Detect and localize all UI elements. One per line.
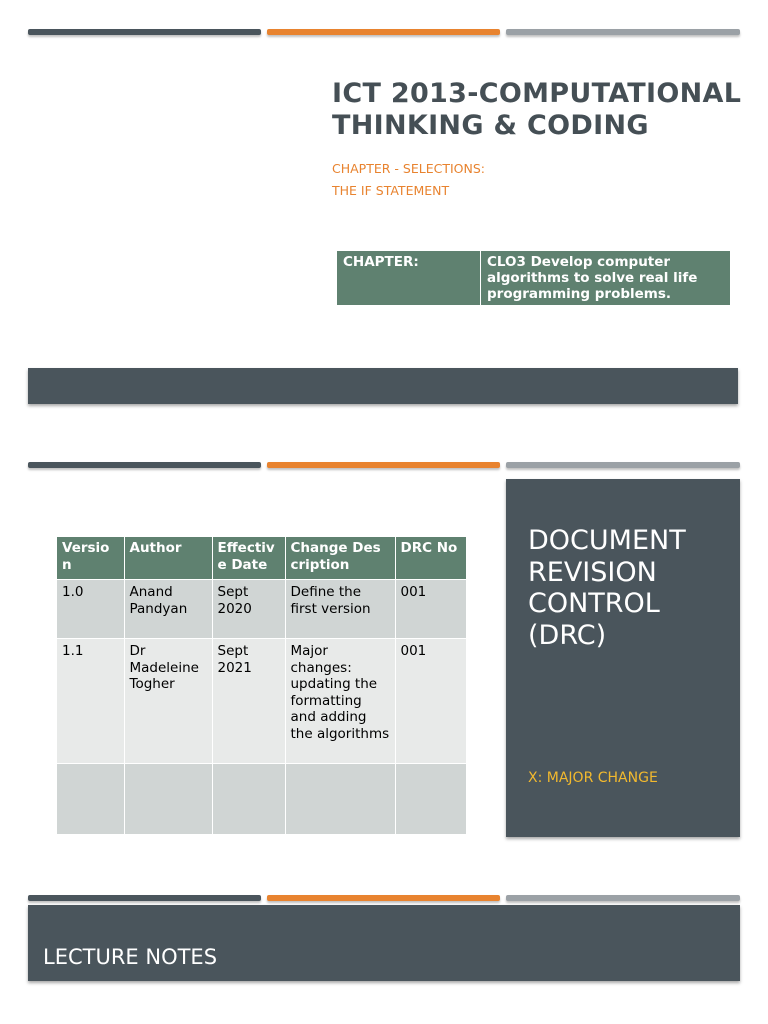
drc-change-note: X: MAJOR CHANGE: [528, 770, 658, 786]
lecture-notes-label: LECTURE NOTES: [43, 945, 218, 969]
course-title: [332, 78, 752, 142]
header-change-description: Change Des cription: [285, 537, 395, 580]
accent-bar-gray: [506, 462, 740, 468]
accent-bar-dark: [28, 462, 261, 468]
lecture-notes-band: [28, 905, 740, 981]
cell-change-description: Define the first version: [285, 580, 395, 639]
cell-effective-date: Sept 2020: [212, 580, 285, 639]
cell-drc-no: 001: [395, 639, 466, 764]
table-row: [57, 580, 466, 639]
course-title-line1: ICT 2013-COMPUTATIONAL: [332, 78, 742, 109]
chapter-clo-table: [336, 250, 731, 306]
chapter-subtitle-line1: CHAPTER - SELECTIONS:: [332, 161, 485, 176]
drc-title: DOCUMENT REVISION CONTROL (DRC): [528, 525, 686, 651]
table-row: [57, 764, 466, 835]
chapter-label: CHAPTER:: [337, 251, 481, 306]
header-version: Versio n: [57, 537, 124, 580]
cell-effective-date: [212, 764, 285, 835]
cell-version: [57, 764, 124, 835]
header-drc-no: DRC No: [395, 537, 466, 580]
accent-bar-dark: [28, 895, 261, 901]
course-title-line2: THINKING & CODING: [332, 110, 649, 141]
cell-change-description: [285, 764, 395, 835]
header-effective-date: Effectiv e Date: [212, 537, 285, 580]
cell-author: Dr Madeleine Togher: [124, 639, 212, 764]
accent-bar-orange: [267, 462, 500, 468]
drc-title-panel: [506, 479, 740, 837]
slide-footer-band: [28, 368, 738, 404]
accent-bar-gray: [506, 29, 740, 35]
revision-table-header: [57, 537, 466, 580]
table-row: [57, 639, 466, 764]
cell-version: 1.0: [57, 580, 124, 639]
revision-table: [57, 537, 467, 835]
accent-bar-gray: [506, 895, 740, 901]
cell-drc-no: [395, 764, 466, 835]
cell-version: 1.1: [57, 639, 124, 764]
cell-change-description: Major changes: updating the formatting and adding the algorithms: [285, 639, 395, 764]
cell-author: Anand Pandyan: [124, 580, 212, 639]
cell-effective-date: Sept 2021: [212, 639, 285, 764]
chapter-clo-text: CLO3 Develop computer algorithms to solve real life programming problems.: [481, 251, 731, 306]
accent-bar-orange: [267, 29, 500, 35]
accent-bar-orange: [267, 895, 500, 901]
accent-bar-dark: [28, 29, 261, 35]
chapter-subtitle-line2: THE IF STATEMENT: [332, 183, 450, 198]
cell-drc-no: 001: [395, 580, 466, 639]
cell-author: [124, 764, 212, 835]
header-author: Author: [124, 537, 212, 580]
